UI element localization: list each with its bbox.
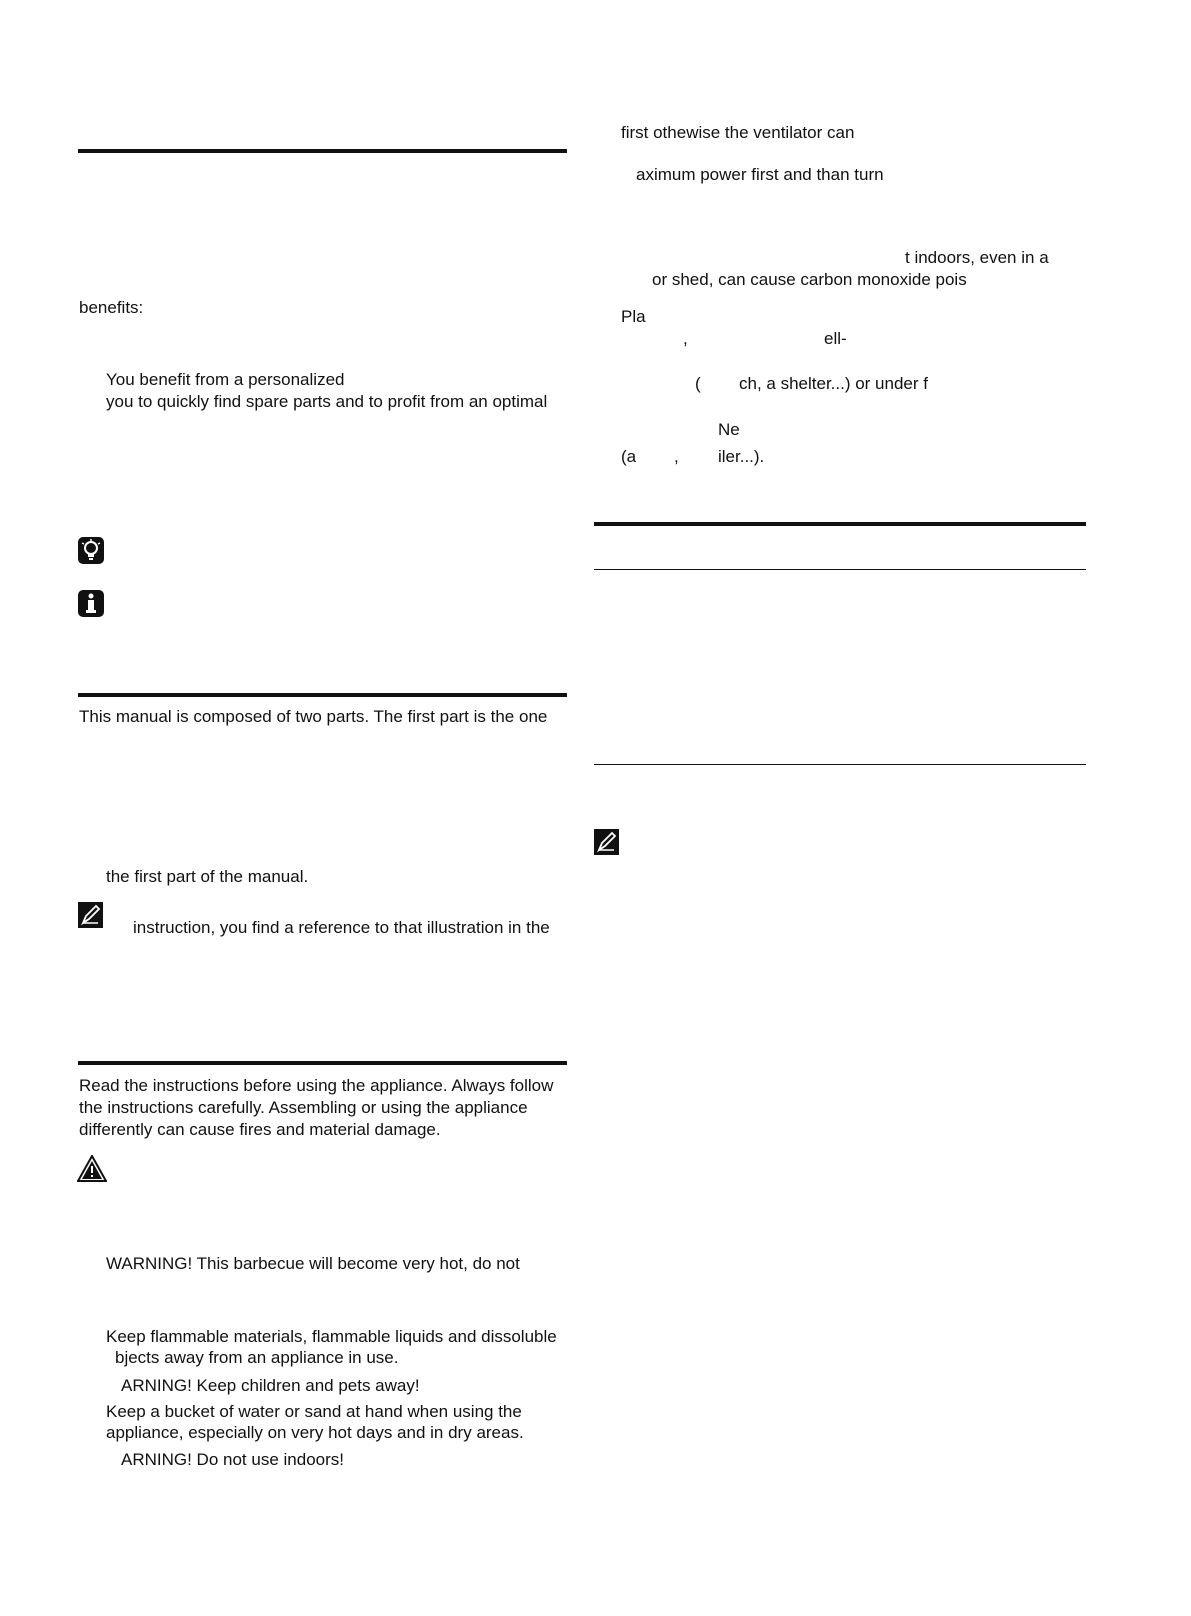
manual-note-line: instruction, you find a reference to that illustration in the: [133, 918, 550, 937]
section-rule-safety: [78, 1061, 567, 1065]
fragment-ell: ell-: [824, 329, 847, 348]
indoors-line: t indoors, even in a: [905, 248, 1049, 267]
warning-children-line: ARNING! Keep children and pets away!: [121, 1376, 420, 1395]
pencil-note-icon: [78, 902, 103, 928]
maximum-power-line: aximum power first and than turn: [636, 165, 884, 184]
pencil-note-icon: [594, 829, 619, 855]
section-rule-top-left: [78, 149, 567, 153]
shed-line: or shed, can cause carbon monoxide pois: [652, 270, 967, 289]
bullet-personalized-line-1: You benefit from a personalized: [106, 370, 345, 389]
table-rule-top: [594, 569, 1086, 570]
bucket-line-2: appliance, especially on very hot days and in dry areas.: [106, 1423, 524, 1442]
flammable-line-1: Keep flammable materials, flammable liquids and dissoluble: [106, 1327, 557, 1346]
warning-hot-line: WARNING! This barbecue will become very hot, do not: [106, 1254, 520, 1273]
lightbulb-icon: [78, 537, 104, 564]
warning-triangle-icon: [77, 1155, 107, 1182]
safety-para-line-3: differently can cause fires and material damage.: [79, 1120, 441, 1139]
bullet-personalized-line-2: you to quickly find spare parts and to profit from an optimal: [106, 392, 548, 411]
warning-indoors-line: ARNING! Do not use indoors!: [121, 1450, 344, 1469]
fragment-paren: (: [695, 374, 701, 393]
fragment-shelter: ch, a shelter...) or under f: [739, 374, 928, 393]
section-rule-right: [594, 522, 1086, 526]
manual-parts-line: This manual is composed of two parts. The first part is the one: [79, 707, 548, 726]
ventilator-line: first othewise the ventilator can: [621, 123, 855, 142]
safety-para-line-1: Read the instructions before using the appliance. Always follow: [79, 1076, 554, 1095]
bucket-line-1: Keep a bucket of water or sand at hand when using the: [106, 1402, 522, 1421]
benefits-label: benefits:: [79, 298, 144, 317]
table-rule-bottom: [594, 764, 1086, 765]
fragment-pla: Pla: [621, 307, 646, 326]
fragment-ne: Ne: [718, 420, 740, 439]
fragment-a: (a: [621, 447, 637, 466]
fragment-comma-2: ,: [674, 447, 679, 466]
fragment-comma-1: ,: [683, 329, 688, 348]
info-icon: [78, 590, 104, 617]
manual-first-part-line: the first part of the manual.: [106, 867, 309, 886]
safety-para-line-2: the instructions carefully. Assembling or using the appliance: [79, 1098, 528, 1117]
section-rule-manual: [78, 693, 567, 697]
flammable-line-2: bjects away from an appliance in use.: [115, 1348, 399, 1367]
fragment-iler: iler...).: [718, 447, 765, 466]
